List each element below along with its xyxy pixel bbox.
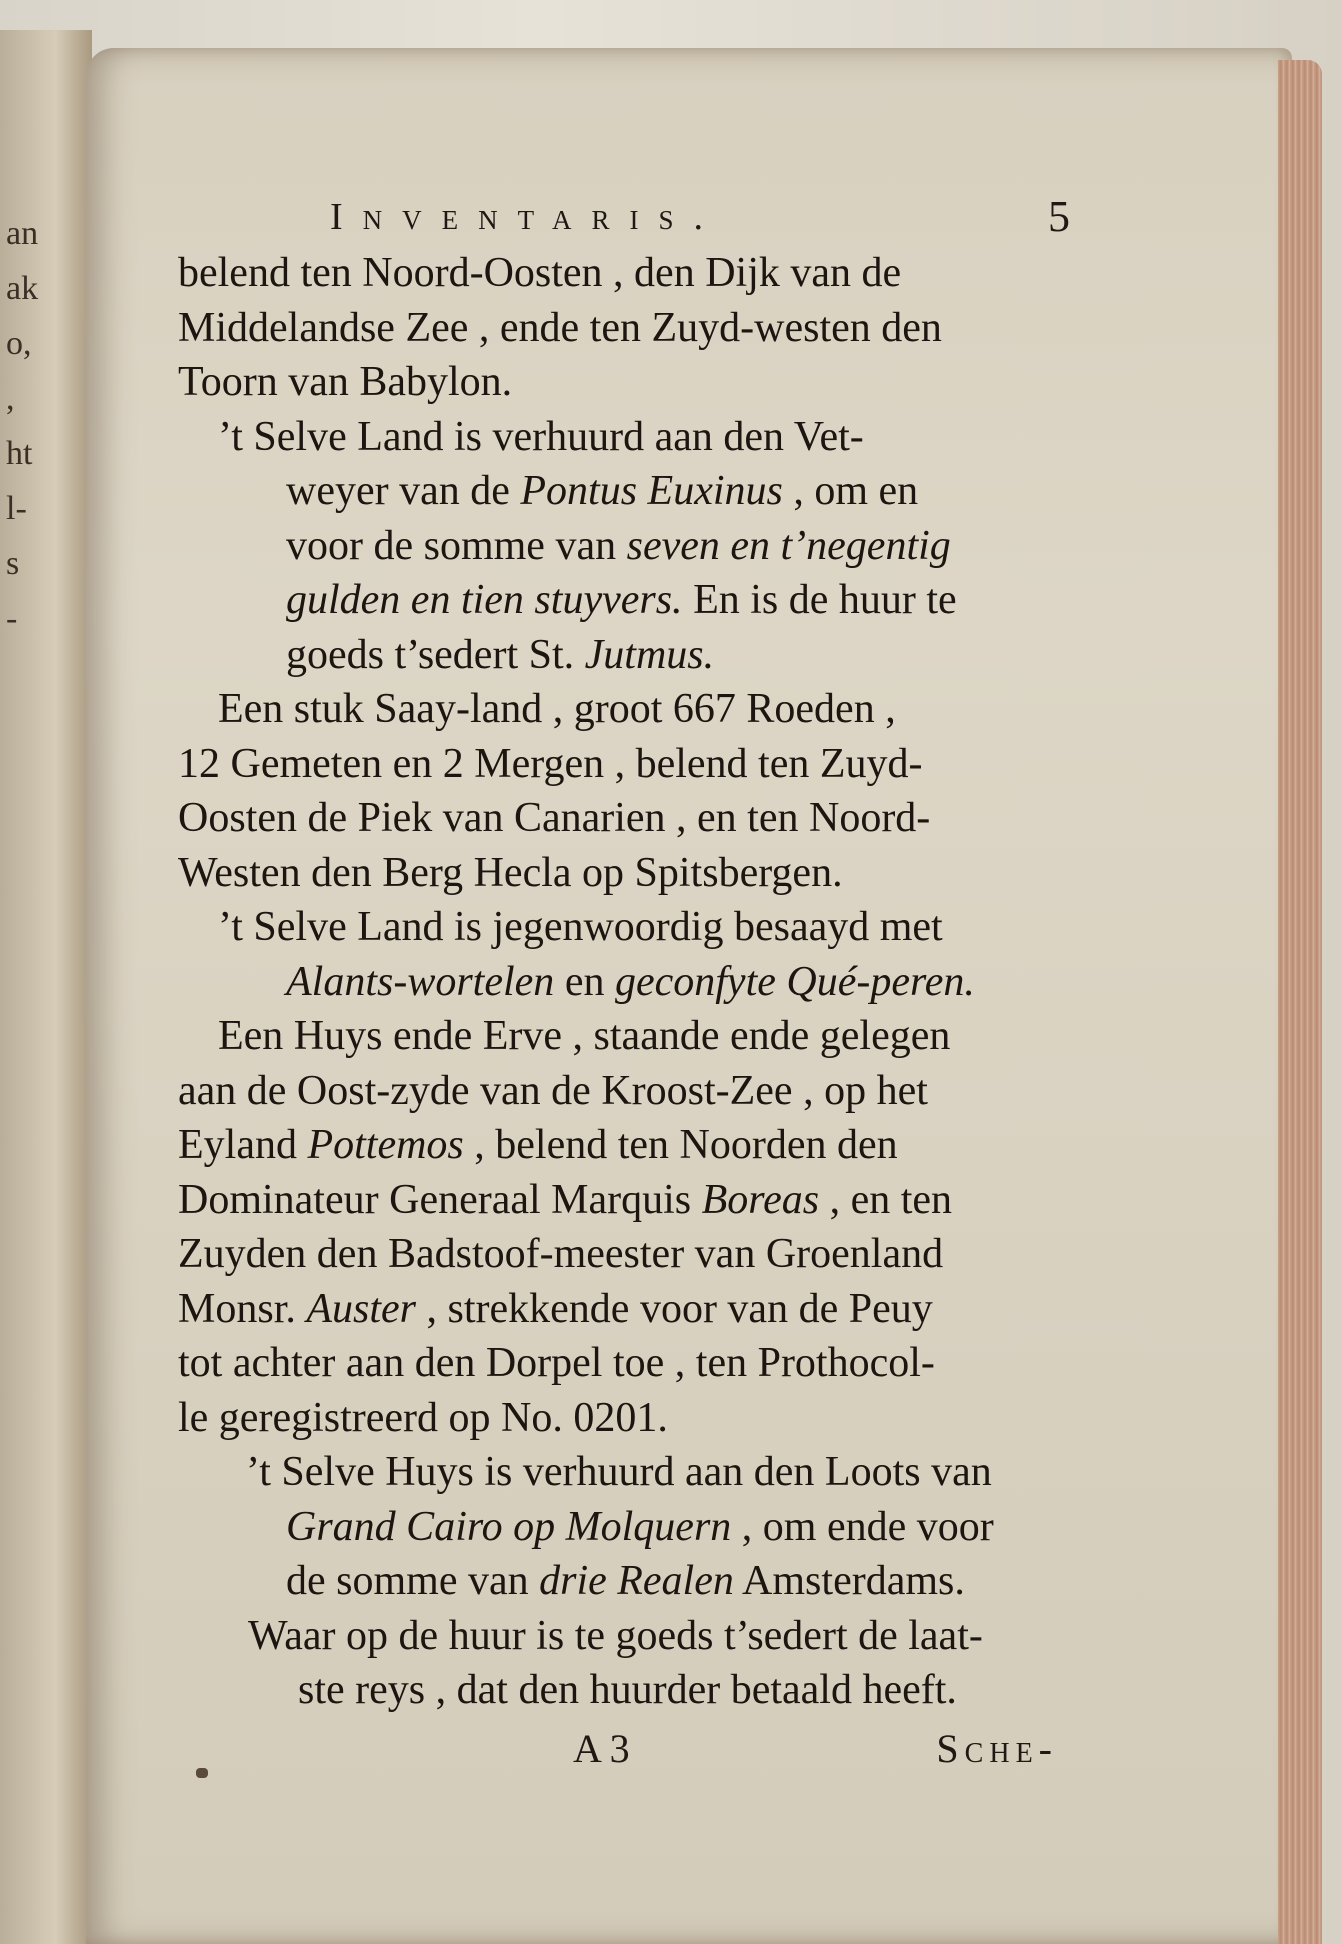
- text-line: [178, 410, 1078, 465]
- body-text: [178, 246, 1078, 1718]
- page-number: 5: [1048, 192, 1070, 241]
- italic-text: seven en t’negentig: [626, 522, 951, 569]
- text-line: [178, 1336, 1078, 1391]
- italic-text: Jutmus.: [584, 631, 715, 678]
- text-line: [178, 900, 1078, 955]
- text-span: le geregistreerd op No. 0201.: [178, 1394, 668, 1441]
- text-span: , strekkende voor van de Peuy: [416, 1285, 933, 1332]
- text-span: ’t Selve Huys is verhuurd aan den Loots van: [246, 1449, 992, 1495]
- text-span: de somme van: [286, 1558, 540, 1604]
- text-span: Eyland: [178, 1122, 308, 1168]
- page-block-edge: [1278, 60, 1322, 1944]
- text-line: [178, 1173, 1078, 1228]
- text-line: [178, 1663, 1078, 1718]
- italic-text: gulden en tien stuyvers.: [286, 577, 683, 623]
- text-span: ’t Selve Land is verhuurd aan den Vet-: [218, 413, 864, 460]
- text-line: [178, 1445, 1078, 1500]
- facing-page-fragment: ht: [6, 435, 33, 472]
- italic-text: Grand Cairo op Molquern: [286, 1503, 732, 1550]
- italic-text: Pontus Euxinus: [520, 468, 783, 514]
- text-line: [178, 846, 1078, 901]
- text-span: Oosten de Piek van Canarien , en ten Noord-: [178, 795, 931, 841]
- text-span: Waar op de huur is te goeds t’sedert de laat-: [248, 1612, 983, 1659]
- text-line: [178, 628, 1078, 683]
- italic-text: geconfyte Qué-peren.: [614, 958, 975, 1005]
- facing-page-fragment: ak: [6, 270, 39, 307]
- text-line: [178, 355, 1078, 410]
- text-span: Dominateur Generaal Marquis: [178, 1176, 702, 1223]
- text-line: [178, 519, 1078, 574]
- text-span: 12 Gemeten en 2 Mergen , belend ten Zuyd-: [178, 740, 923, 787]
- text-span: Middelandse Zee , ende ten Zuyd-westen den: [178, 304, 942, 351]
- text-line: [178, 1227, 1078, 1282]
- italic-text: Pottemos: [307, 1122, 464, 1168]
- italic-text: Boreas: [701, 1176, 820, 1223]
- text-span: , om en: [782, 468, 919, 514]
- italic-text: drie Realen: [539, 1558, 734, 1604]
- text-span: aan de Oost-zyde van de Kroost-Zee , op het: [178, 1067, 928, 1114]
- text-span: en: [554, 958, 615, 1005]
- page-footer: [178, 1725, 1058, 1775]
- text-span: Monsr.: [178, 1285, 307, 1332]
- page-header: [330, 192, 1070, 245]
- text-line: [178, 573, 1078, 628]
- text-line: [178, 1500, 1078, 1555]
- italic-text: Auster: [306, 1285, 417, 1332]
- text-line: [178, 737, 1078, 792]
- signature-mark: A 3: [573, 1726, 630, 1771]
- italic-text: Alants-wortelen: [286, 958, 555, 1005]
- text-span: goeds t’sedert St.: [286, 631, 585, 678]
- ink-smudge: [196, 1768, 208, 1778]
- text-line: [178, 1064, 1078, 1119]
- facing-page-fragment: ,: [6, 380, 15, 417]
- text-line: [178, 1118, 1078, 1173]
- running-title: Inventaris.: [330, 196, 723, 238]
- text-line: [178, 1391, 1078, 1446]
- text-line: [178, 1609, 1078, 1664]
- text-span: Een Huys ende Erve , staande ende gelegen: [218, 1013, 951, 1059]
- text-span: , belend ten Noorden den: [463, 1122, 898, 1168]
- facing-page-edge: [0, 30, 92, 1944]
- text-line: [178, 1282, 1078, 1337]
- facing-page-fragment: l-: [6, 490, 27, 527]
- text-span: belend ten Noord-Oosten , den Dijk van de: [178, 250, 902, 296]
- text-line: [178, 1009, 1078, 1064]
- text-line: [178, 1554, 1078, 1609]
- facing-page-fragment: o,: [6, 325, 32, 362]
- facing-page-fragment: an: [6, 215, 39, 252]
- facing-page-fragment: -: [6, 600, 18, 637]
- text-span: voor de somme van: [286, 522, 627, 569]
- text-span: Een stuk Saay-land , groot 667 Roeden ,: [218, 686, 896, 732]
- text-span: , en ten: [819, 1176, 953, 1223]
- text-span: , om ende voor: [731, 1503, 994, 1550]
- text-span: Zuyden den Badstoof-meester van Groenland: [178, 1231, 944, 1277]
- text-line: [178, 464, 1078, 519]
- text-line: [178, 791, 1078, 846]
- text-line: [178, 682, 1078, 737]
- text-span: ste reys , dat den huurder betaald heeft.: [298, 1667, 957, 1713]
- text-span: En is de huur te: [682, 577, 957, 623]
- text-span: Toorn van Babylon.: [178, 359, 513, 405]
- text-line: [178, 246, 1078, 301]
- text-span: ’t Selve Land is jegenwoordig besaayd met: [218, 904, 943, 950]
- text-span: tot achter aan den Dorpel toe , ten Prothocol-: [178, 1340, 935, 1386]
- catchword: Sche-: [936, 1726, 1058, 1771]
- text-span: Westen den Berg Hecla op Spitsbergen.: [178, 849, 843, 896]
- facing-page-fragment: s: [6, 545, 20, 582]
- text-span: Amsterdams.: [733, 1558, 965, 1604]
- text-line: [178, 955, 1078, 1010]
- text-span: weyer van de: [286, 468, 521, 514]
- text-line: [178, 301, 1078, 356]
